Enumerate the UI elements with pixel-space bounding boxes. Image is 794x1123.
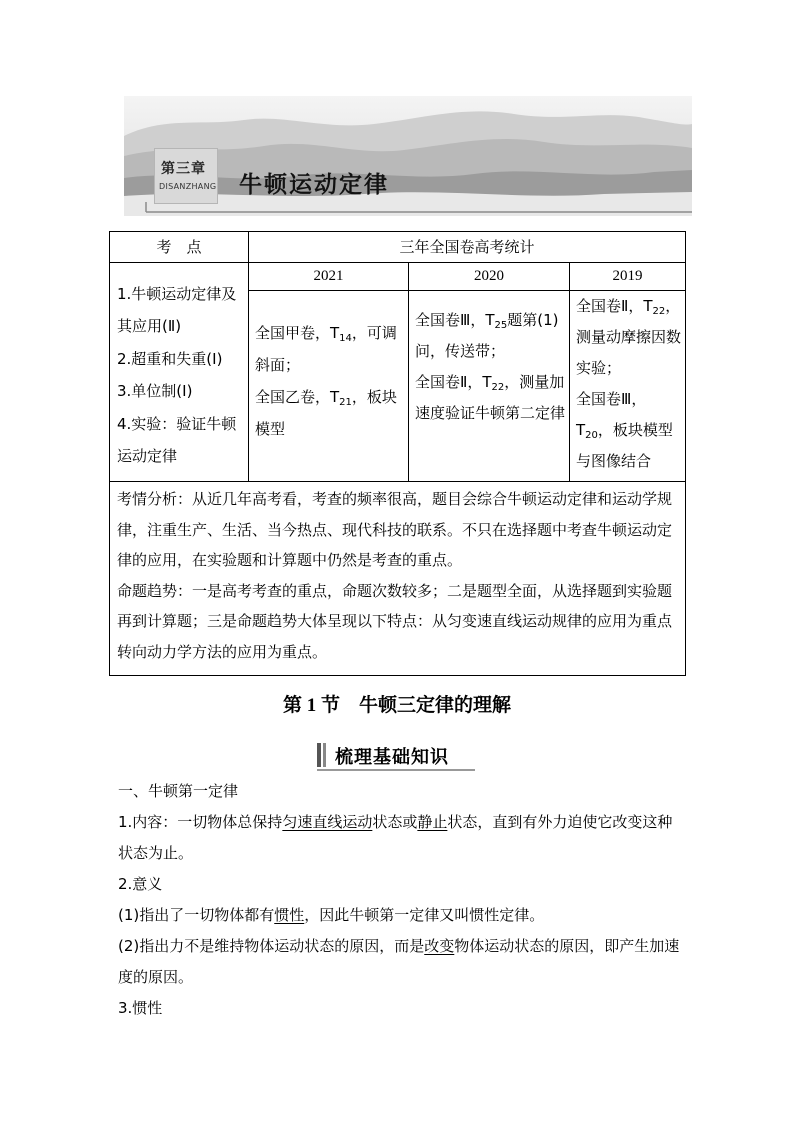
- stats-2019-cell: [570, 291, 686, 482]
- chapter-pinyin: DISANZHANG: [159, 182, 217, 191]
- exam-entry: [415, 367, 565, 429]
- text: ，因此牛顿第一定律又叫惯性定律。: [304, 906, 545, 924]
- entry-text: 全国卷Ⅱ，T: [415, 373, 492, 391]
- exam-entry: [576, 291, 681, 384]
- exam-entry: [255, 381, 402, 445]
- entry-text: 全国乙卷，T: [255, 388, 340, 406]
- entry-subscript: 20: [585, 430, 598, 441]
- knowledge-point: 1.牛顿运动定律及其应用(Ⅱ): [117, 284, 237, 335]
- chapter-title: 牛顿运动定律: [239, 172, 389, 198]
- knowledge-point: 4.实验：验证牛顿运动定律: [117, 414, 237, 465]
- paragraph-meaning-1: [118, 900, 684, 931]
- underlined-answer: 静止: [417, 813, 448, 831]
- underlined-answer: 改变: [424, 937, 455, 955]
- entry-subscript: 22: [652, 306, 666, 317]
- analysis-cell: [110, 482, 686, 676]
- text: (1)指出了一切物体都有: [118, 906, 275, 924]
- chapter-number: 第三章: [161, 161, 206, 177]
- text: 状态或: [372, 813, 418, 831]
- banner-bar-decoration: [317, 743, 321, 767]
- header-statistics: 三年全国卷高考统计: [249, 232, 686, 263]
- year-2021: 2021: [249, 263, 409, 291]
- sub-banner: [317, 740, 477, 772]
- knowledge-points-cell: [110, 263, 249, 482]
- entry-text: ，可调斜面；: [255, 324, 397, 374]
- exam-analysis: 考情分析：从近几年高考看，考查的频率很高，题目会综合牛顿运动定律和运动学规律，注重生产、生活、当今热点、现代科技的联系。不只在选择题中考查牛顿运动定律的应用，在实验题和计算题中仍然是考查的重点。: [117, 490, 673, 569]
- header-knowledge-points: 考 点: [110, 232, 249, 263]
- body-content: [118, 776, 684, 1024]
- banner-bar-decoration: [323, 743, 326, 767]
- paragraph-meaning: 2.意义: [118, 875, 163, 893]
- exam-trend: 命题趋势：一是高考考查的重点，命题次数较多；二是题型全面，从选择题到实验题再到计算题；三是命题趋势大体呈现以下特点：从匀变速直线运动规律的应用为重点转向动力学方法的应用为重点。: [117, 581, 673, 661]
- underlined-answer: 惯性: [274, 906, 305, 924]
- text: 状态，直到有外力迫使它改变这种状态为止。: [118, 813, 673, 862]
- paragraph-inertia: 3.惯性: [118, 999, 163, 1017]
- entry-text: 全国卷Ⅲ，T: [576, 390, 647, 439]
- text: (2)指出力不是维持物体运动状态的原因，而是: [118, 937, 425, 955]
- entry-text: 全国卷Ⅱ，T: [576, 297, 653, 315]
- entry-subscript: 22: [491, 382, 505, 393]
- knowledge-point: 2.超重和失重(Ⅰ): [117, 349, 223, 368]
- exam-entry: [255, 317, 402, 381]
- exam-entry: [415, 305, 565, 367]
- section-title: 第 1 节 牛顿三定律的理解: [282, 695, 511, 716]
- entry-text: ，板块模型: [255, 388, 397, 438]
- entry-text: 题第(1)问，传送带；: [415, 311, 559, 360]
- stats-2020-cell: [409, 291, 570, 482]
- entry-text: 全国卷Ⅲ，T: [415, 311, 495, 329]
- entry-text: ，板块模型与图像结合: [576, 421, 673, 470]
- banner-underline: [317, 769, 475, 771]
- year-2020: 2020: [409, 263, 570, 291]
- chapter-label-box: [154, 148, 218, 204]
- text: 1.内容：一切物体总保持: [118, 813, 283, 831]
- paragraph-meaning-2: [118, 931, 684, 993]
- exam-statistics-table: [109, 231, 686, 676]
- sub-banner-title: 梳理基础知识: [335, 747, 449, 768]
- exam-entry: [576, 384, 681, 477]
- paragraph-content: [118, 807, 684, 869]
- heading-newton-first-law: 一、牛顿第一定律: [118, 782, 239, 800]
- entry-text: ，测量加速度验证牛顿第二定律: [415, 373, 566, 422]
- year-2019: 2019: [570, 263, 686, 291]
- stats-2021-cell: [249, 291, 409, 482]
- entry-subscript: 25: [494, 320, 508, 331]
- chapter-banner: [124, 96, 692, 216]
- underlined-answer: 匀速直线运动: [282, 813, 373, 831]
- entry-subscript: 14: [339, 333, 352, 344]
- entry-text: 全国甲卷，T: [255, 324, 340, 342]
- entry-text: ，测量动摩擦因数实验；: [576, 297, 682, 377]
- text: 物体运动状态的原因，即产生加速度的原因。: [118, 937, 680, 986]
- entry-subscript: 21: [339, 397, 352, 408]
- knowledge-point: 3.单位制(Ⅰ): [117, 382, 193, 400]
